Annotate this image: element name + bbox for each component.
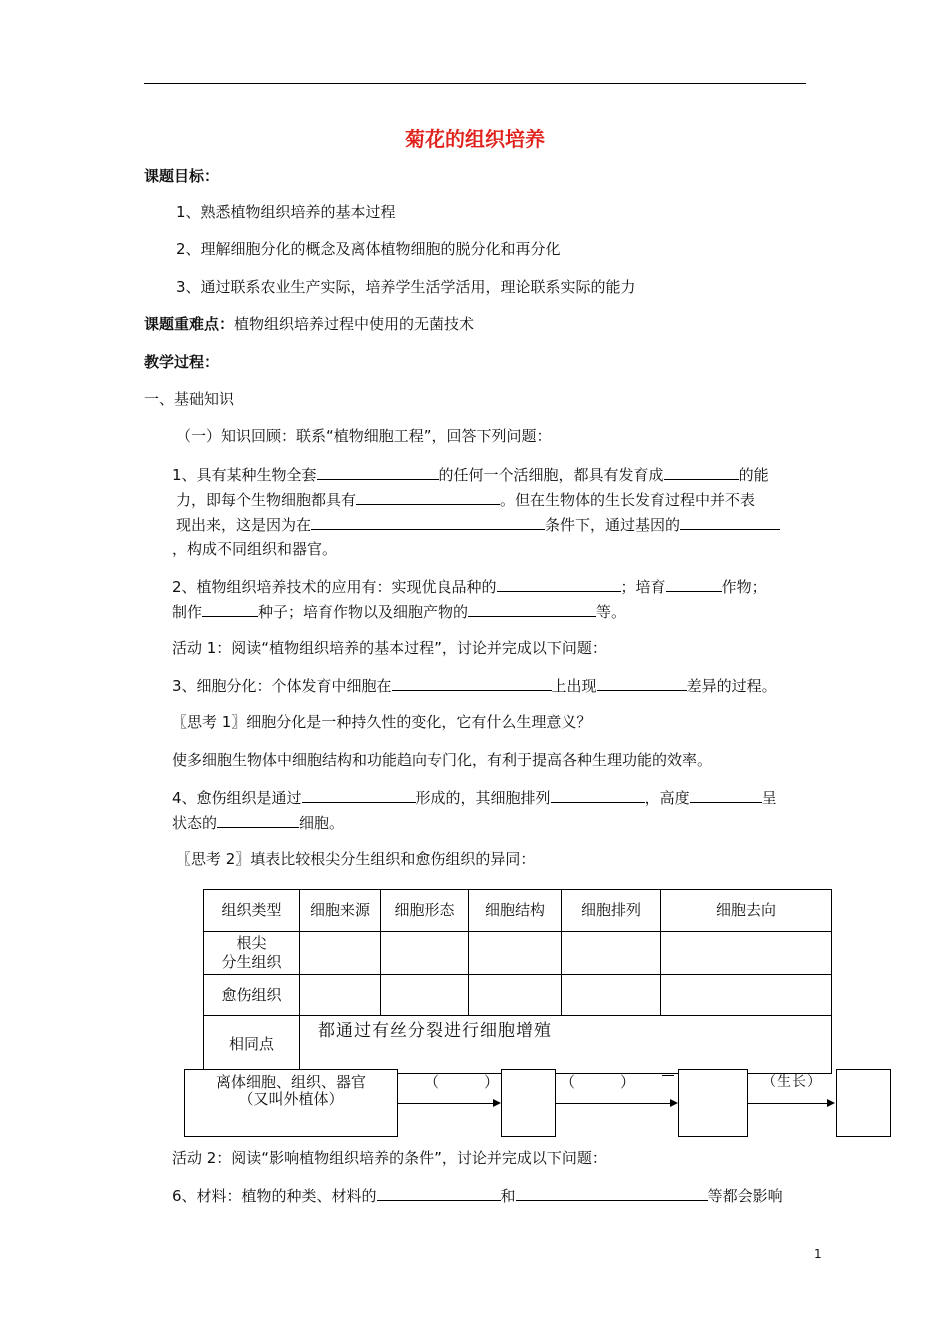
answer-blank[interactable] xyxy=(311,514,545,530)
key-point-label: 课题重难点： xyxy=(144,315,235,333)
q2-text: 种子；培育作物以及细胞产物的 xyxy=(258,603,469,621)
q1-text: 的任何一个活细胞，都具有发育成 xyxy=(438,466,664,484)
section-heading: 一、基础知识 xyxy=(144,390,235,408)
same-answer-cell[interactable] xyxy=(300,1016,832,1074)
same-answer-text: 都通过有丝分裂进行细胞增殖 xyxy=(318,1021,552,1041)
q4-text: 4、愈伤组织是通过 xyxy=(172,789,302,807)
q4-text: 形成的，其细胞排列 xyxy=(415,789,551,807)
q1-text: 现出来，这是因为在 xyxy=(176,516,312,534)
arrow-line xyxy=(397,1103,493,1104)
table-cell[interactable] xyxy=(381,932,469,975)
q6-text: 等都会影响 xyxy=(707,1187,783,1205)
table-cell[interactable] xyxy=(300,932,381,975)
answer-blank[interactable] xyxy=(597,675,687,691)
q1-text: 条件下，通过基因的 xyxy=(545,516,681,534)
key-point xyxy=(144,314,474,334)
goal-item: 3、通过联系农业生产实际，培养学生活学活用，理论联系实际的能力 xyxy=(176,278,636,296)
answer-blank[interactable] xyxy=(664,464,739,480)
explant-label: 离体细胞、组织、器官 xyxy=(215,1073,366,1091)
header-rule xyxy=(144,83,806,84)
question-4-line2 xyxy=(172,812,344,833)
page-number: 1 xyxy=(814,1247,822,1261)
comparison-table xyxy=(203,889,832,1074)
table-cell[interactable] xyxy=(469,975,562,1016)
activity-1: 活动 1：阅读“植物组织培养的基本过程”，讨论并完成以下问题： xyxy=(172,639,607,657)
arrow-line xyxy=(555,1103,670,1104)
q3-text: 上出现 xyxy=(551,677,597,695)
answer-blank[interactable] xyxy=(468,601,596,617)
answer-blank[interactable] xyxy=(497,576,621,592)
answer-blank[interactable] xyxy=(516,1185,708,1201)
question-1-line4: ，构成不同组织和器官。 xyxy=(172,540,338,558)
key-point-text: 植物组织培养过程中使用的无菌技术 xyxy=(234,315,475,333)
question-2-line2 xyxy=(172,601,626,622)
question-2-line1 xyxy=(172,576,767,597)
arrow-head-icon xyxy=(493,1099,501,1107)
q1-text: 1、具有某种生物全套 xyxy=(172,466,317,484)
q4-text: 细胞。 xyxy=(299,814,345,832)
table-cell[interactable] xyxy=(300,975,381,1016)
stage-box-3[interactable] xyxy=(836,1069,891,1137)
row-label-line: 根尖 xyxy=(236,934,267,952)
question-4-line1 xyxy=(172,787,777,808)
row-label-root-tip xyxy=(204,932,300,975)
question-1-line3 xyxy=(176,514,780,535)
table-header: 细胞排列 xyxy=(562,890,661,932)
goals-heading: 课题目标： xyxy=(144,167,220,185)
q3-text: 3、细胞分化：个体发育中细胞在 xyxy=(172,677,392,695)
question-3 xyxy=(172,675,777,696)
arrow-head-icon xyxy=(827,1099,835,1107)
q4-text: 状态的 xyxy=(172,814,218,832)
q1-text: 的能 xyxy=(738,466,769,484)
think-2: 〖思考 2〗填表比较根尖分生组织和愈伤组织的异同： xyxy=(176,850,536,868)
table-cell[interactable] xyxy=(562,932,661,975)
answer-blank[interactable] xyxy=(356,489,500,505)
q2-text: 作物； xyxy=(721,578,767,596)
think-1: 〖思考 1〗细胞分化是一种持久性的变化，它有什么生理意义？ xyxy=(172,713,592,731)
table-cell[interactable] xyxy=(381,975,469,1016)
process-heading: 教学过程： xyxy=(144,353,220,371)
question-1-line1 xyxy=(172,464,769,485)
review-prompt: （一）知识回顾：联系“植物细胞工程”，回答下列问题： xyxy=(176,427,552,445)
answer-blank[interactable] xyxy=(392,675,552,691)
answer-blank[interactable] xyxy=(317,464,439,480)
q2-text: 制作 xyxy=(172,603,203,621)
q2-text: 2、植物组织培养技术的应用有：实现优良品种的 xyxy=(172,578,497,596)
arrow-head-icon xyxy=(670,1099,678,1107)
q1-text: 力，即每个生物细胞都具有 xyxy=(176,491,357,509)
question-1-line2 xyxy=(176,489,755,510)
q1-text: 。但在生物体的生长发育过程中并不表 xyxy=(500,491,756,509)
q6-text: 和 xyxy=(500,1187,516,1205)
q2-text: ；培育 xyxy=(620,578,666,596)
goal-item: 1、熟悉植物组织培养的基本过程 xyxy=(176,203,396,221)
explant-sublabel: （又叫外植体） xyxy=(238,1090,344,1108)
table-header: 细胞结构 xyxy=(469,890,562,932)
answer-1: 使多细胞生物体中细胞结构和功能趋向专门化，有利于提高各种生理功能的效率。 xyxy=(172,751,713,769)
arrow-line xyxy=(747,1103,827,1104)
step-label-2: （ ） xyxy=(560,1073,636,1091)
table-header: 细胞去向 xyxy=(661,890,832,932)
activity-2: 活动 2：阅读“影响植物组织培养的条件”，讨论并完成以下问题： xyxy=(172,1149,607,1167)
answer-blank[interactable] xyxy=(217,812,299,828)
q2-text: 等。 xyxy=(596,603,627,621)
table-header: 组织类型 xyxy=(204,890,300,932)
step-label-1: （ ） xyxy=(424,1073,500,1091)
table-cell[interactable] xyxy=(661,932,832,975)
row-label-callus: 愈伤组织 xyxy=(204,975,300,1016)
stage-box-2[interactable] xyxy=(678,1069,748,1137)
answer-blank[interactable] xyxy=(551,787,645,803)
answer-blank[interactable] xyxy=(680,514,780,530)
q4-text: 呈 xyxy=(761,789,777,807)
stray-dash xyxy=(662,1075,674,1076)
question-6 xyxy=(172,1185,783,1206)
answer-blank[interactable] xyxy=(666,576,722,592)
table-cell[interactable] xyxy=(469,932,562,975)
answer-blank[interactable] xyxy=(202,601,258,617)
answer-blank[interactable] xyxy=(302,787,416,803)
stage-box-1[interactable] xyxy=(501,1069,556,1137)
page-title: 菊花的组织培养 xyxy=(405,127,545,151)
table-cell[interactable] xyxy=(562,975,661,1016)
step-label-3: （生长） xyxy=(762,1074,822,1090)
q4-text: ，高度 xyxy=(644,789,690,807)
answer-blank[interactable] xyxy=(377,1185,501,1201)
answer-blank[interactable] xyxy=(690,787,762,803)
goal-item: 2、理解细胞分化的概念及离体植物细胞的脱分化和再分化 xyxy=(176,240,561,258)
row-label-line: 分生组织 xyxy=(221,953,282,971)
table-header: 细胞形态 xyxy=(381,890,469,932)
table-cell[interactable] xyxy=(661,975,832,1016)
q3-text: 差异的过程。 xyxy=(686,677,777,695)
table-header: 细胞来源 xyxy=(300,890,381,932)
explant-box xyxy=(184,1069,398,1137)
row-label-same: 相同点 xyxy=(204,1016,300,1074)
q6-text: 6、材料：植物的种类、材料的 xyxy=(172,1187,377,1205)
